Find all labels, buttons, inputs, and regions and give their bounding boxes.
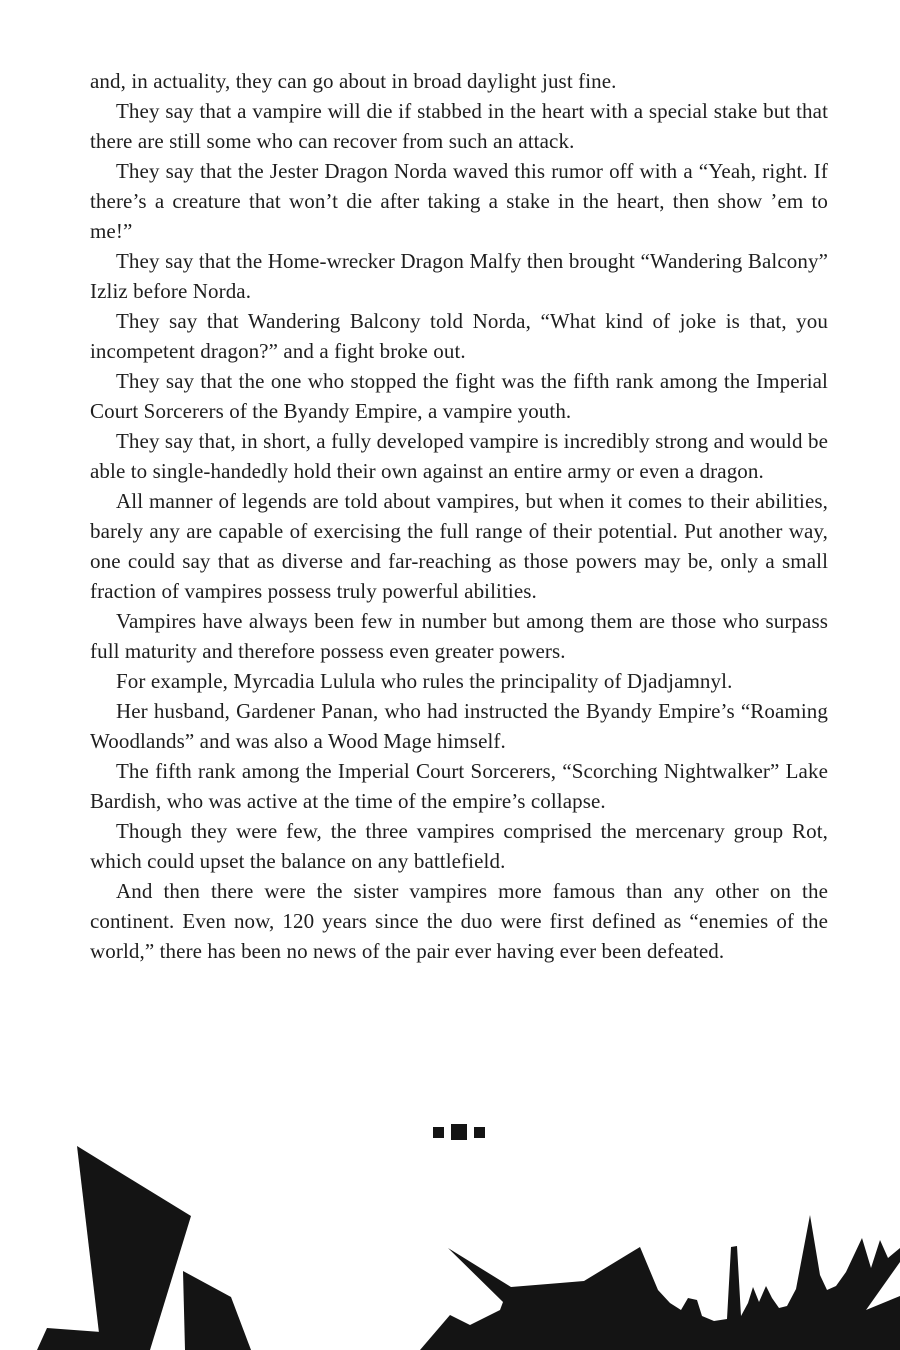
paragraph-14: And then there were the sister vampires more famous than any other on the continent. Even now, 120 years since the duo were first defined as “enemies of the world,” there has been no news of the pair ever having ever been defeated. [90, 879, 828, 963]
scene-break-square-small-right [474, 1127, 485, 1138]
page-text [90, 66, 828, 966]
paragraph-7: They say that, in short, a fully developed vampire is incredibly strong and would be able to single-handedly hold their own against an entire army or even a dragon. [90, 429, 828, 483]
art-shard-right-mass [420, 1215, 900, 1350]
scene-break-square-large [451, 1124, 467, 1140]
paragraph-3: They say that the Jester Dragon Norda waved this rumor off with a “Yeah, right. If there’s a creature that won’t die after taking a stake in the heart, then show ’em to me!” [90, 159, 828, 243]
shattered-silhouette-art [0, 1140, 900, 1350]
paragraph-6: They say that the one who stopped the fight was the fifth rank among the Imperial Court Sorcerers of the Byandy Empire, a vampire youth. [90, 369, 828, 423]
paragraph-4: They say that the Home-wrecker Dragon Malfy then brought “Wandering Balcony” Izliz before Norda. [90, 249, 828, 303]
paragraph-8: All manner of legends are told about vampires, but when it comes to their abilities, barely any are capable of exercising the full range of their potential. Put another way, one could say that as diverse and far-reaching as those powers may be, only a small fraction of vampires possess truly powerful abilities. [90, 489, 828, 603]
paragraph-1: and, in actuality, they can go about in broad daylight just fine. [90, 69, 617, 93]
paragraph-10: For example, Myrcadia Lulula who rules the principality of Djadjamnyl. [116, 669, 733, 693]
paragraph-9: Vampires have always been few in number but among them are those who surpass full maturity and therefore possess even greater powers. [90, 609, 828, 663]
art-shard-left-large [77, 1146, 191, 1350]
paragraph-11: Her husband, Gardener Panan, who had instructed the Byandy Empire’s “Roaming Woodlands” and was also a Wood Mage himself. [90, 699, 828, 753]
paragraph-12: The fifth rank among the Imperial Court Sorcerers, “Scorching Nightwalker” Lake Bardish, who was active at the time of the empire’s collapse. [90, 759, 828, 813]
art-shard-left-mid [183, 1271, 251, 1350]
paragraph-2: They say that a vampire will die if stabbed in the heart with a special stake but that there are still some who can recover from such an attack. [90, 99, 828, 153]
paragraph-13: Though they were few, the three vampires comprised the mercenary group Rot, which could upset the balance on any battlefield. [90, 819, 828, 873]
scene-break-icon [90, 1122, 828, 1142]
scene-break-square-small-left [433, 1127, 444, 1138]
paragraph-5: They say that Wandering Balcony told Norda, “What kind of joke is that, you incompetent dragon?” and a fight broke out. [90, 309, 828, 363]
